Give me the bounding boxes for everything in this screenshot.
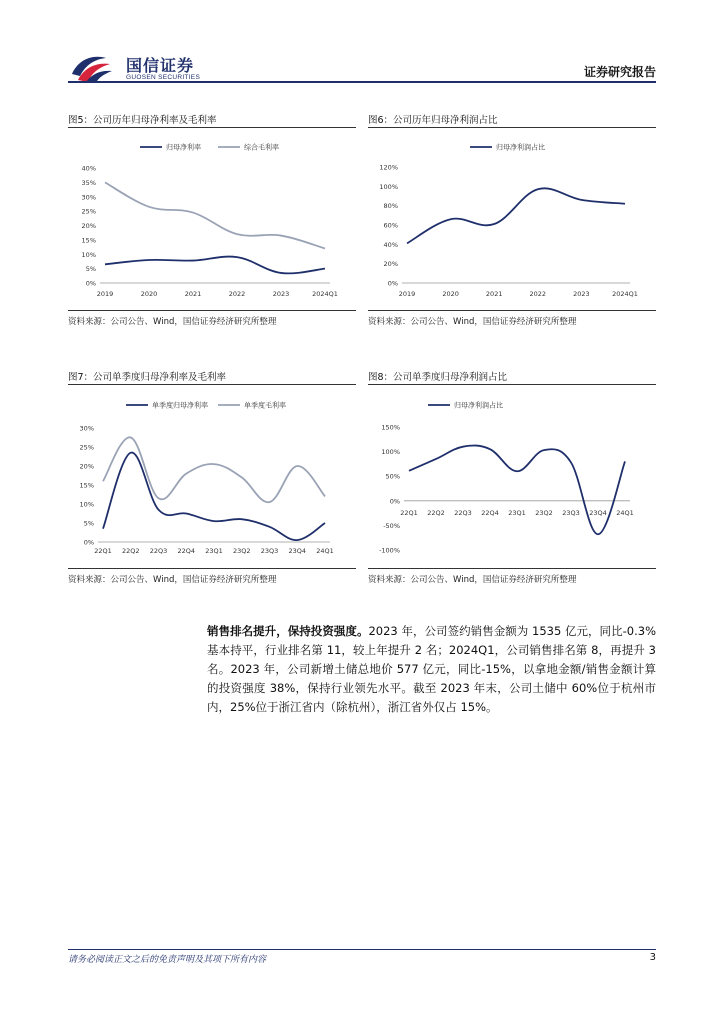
y-tick-label: 35% — [81, 178, 96, 187]
legend-label: 归母净利率 — [166, 143, 201, 152]
y-tick-label: 25% — [79, 443, 94, 452]
x-tick-label: 2024Q1 — [612, 290, 638, 298]
y-tick-label: 0% — [83, 538, 94, 547]
fig6-title: 图6：公司历年归母净利润占比 — [368, 115, 498, 126]
x-tick-label: 2022 — [529, 290, 547, 298]
y-tick-label: 40% — [383, 240, 398, 249]
x-tick-label: 23Q2 — [232, 547, 251, 555]
fig5-source: 资料来源：公司公告、Wind，国信证券经济研究所整理 — [68, 317, 277, 327]
fig8-bottom-rule — [368, 568, 656, 569]
legend-label: 综合毛利率 — [244, 143, 279, 152]
legend-label: 单季度归母净利率 — [152, 401, 208, 410]
y-tick-label: 120% — [379, 163, 398, 172]
y-tick-label: -50% — [383, 521, 400, 530]
x-tick-label: 2021 — [485, 290, 503, 298]
x-tick-label: 22Q2 — [121, 547, 140, 555]
x-tick-label: 2022 — [228, 290, 246, 298]
logo-en: GUOSEN SECURITIES — [126, 74, 201, 81]
x-tick-label: 22Q1 — [94, 547, 112, 555]
series-line-2 — [105, 182, 325, 248]
x-tick-label: 23Q2 — [535, 509, 553, 517]
fig8-top-rule — [368, 384, 656, 385]
legend-label: 单季度毛利率 — [244, 401, 286, 410]
x-tick-label: 23Q1 — [508, 509, 526, 517]
y-tick-label: 5% — [83, 519, 94, 528]
header-rule — [68, 81, 656, 83]
x-tick-label: 22Q1 — [400, 509, 418, 517]
fig8-title: 图8：公司单季度归母净利润占比 — [368, 372, 508, 383]
footer-rule — [68, 949, 656, 950]
fig7-bottom-rule — [68, 568, 356, 569]
y-tick-label: 60% — [383, 221, 398, 230]
fig6-bottom-rule — [368, 310, 656, 311]
fig5-top-rule — [68, 127, 356, 128]
y-tick-label: -100% — [379, 546, 400, 555]
body-lead: 销售排名提升，保持投资强度。 — [207, 624, 369, 638]
series-line-1 — [407, 188, 625, 243]
y-tick-label: 20% — [81, 222, 96, 230]
x-tick-label: 2020 — [442, 290, 459, 298]
y-tick-label: 20% — [383, 260, 398, 269]
y-tick-label: 20% — [79, 462, 94, 471]
fig5-title: 图5：公司历年归母净利率及毛利率 — [68, 115, 217, 126]
fig8-chart — [368, 387, 656, 565]
x-tick-label: 22Q3 — [454, 509, 472, 517]
x-tick-label: 2020 — [140, 290, 158, 298]
y-tick-label: 5% — [85, 265, 96, 274]
x-tick-label: 2019 — [398, 290, 416, 298]
x-tick-label: 2023 — [272, 290, 290, 298]
series-line-1 — [105, 257, 325, 274]
x-tick-label: 22Q4 — [177, 547, 196, 555]
fig5-bottom-rule — [68, 310, 356, 311]
x-tick-label: 2023 — [573, 290, 590, 298]
x-tick-label: 24Q1 — [616, 509, 634, 517]
guosen-logo-icon — [70, 50, 114, 84]
y-tick-label: 0% — [85, 279, 96, 288]
y-tick-label: 30% — [79, 424, 94, 433]
body-text: 2023 年，公司签约销售金额为 1535 亿元，同比-0.3%基本持平，行业排名第 11，较上年提升 2 名；2024Q1，公司销售排名第 8，再提升 3 名。2023 年，公司新增土储总地价 577 亿元，同比-15%，以拿地金额/销售金额计算的投资强度 38%，保持行业领先水平。截至 2023 年末，公司土储中 60%位于杭州市内，25%位于浙江省内（除杭州），浙江省外仅占 15%。 — [207, 624, 656, 714]
fig8-source: 资料来源：公司公告、Wind，国信证券经济研究所整理 — [368, 575, 577, 585]
series-line-1 — [409, 446, 625, 535]
footer-disclaimer: 请务必阅读正文之后的免责声明及其项下所有内容 — [68, 955, 267, 965]
x-tick-label: 23Q3 — [562, 509, 580, 517]
y-tick-label: 50% — [385, 472, 400, 481]
y-tick-label: 30% — [81, 193, 96, 202]
y-tick-label: 10% — [81, 250, 96, 259]
y-tick-label: 15% — [79, 481, 94, 490]
fig7-title: 图7：公司单季度归母净利率及毛利率 — [68, 372, 227, 383]
page-number: 3 — [649, 952, 656, 963]
x-tick-label: 23Q4 — [288, 547, 307, 555]
x-tick-label: 2024Q1 — [312, 290, 338, 298]
y-tick-label: 10% — [79, 500, 94, 509]
y-tick-label: 40% — [81, 164, 96, 173]
y-tick-label: 100% — [381, 448, 400, 457]
logo-cn: 国信证券 — [126, 56, 195, 75]
fig5-chart — [68, 130, 356, 308]
x-tick-label: 23Q1 — [205, 547, 223, 555]
fig6-top-rule — [368, 127, 656, 128]
fig7-top-rule — [68, 384, 356, 385]
legend-label: 归母净利润占比 — [496, 143, 545, 152]
series-line-2 — [103, 437, 325, 502]
y-tick-label: 0% — [387, 279, 398, 288]
y-tick-label: 150% — [381, 423, 400, 432]
y-tick-label: 0% — [389, 497, 400, 506]
x-tick-label: 24Q1 — [316, 547, 334, 555]
y-tick-label: 25% — [81, 207, 96, 216]
x-tick-label: 2019 — [96, 290, 114, 298]
x-tick-label: 22Q4 — [481, 509, 499, 517]
legend-label: 归母净利润占比 — [454, 401, 503, 410]
x-tick-label: 23Q4 — [589, 509, 607, 517]
x-tick-label: 23Q3 — [260, 547, 279, 555]
report-type: 证券研究报告 — [583, 65, 656, 79]
x-tick-label: 2021 — [184, 290, 202, 298]
series-line-1 — [103, 453, 325, 541]
x-tick-label: 22Q2 — [427, 509, 445, 517]
y-tick-label: 15% — [81, 236, 96, 245]
y-tick-label: 100% — [379, 182, 398, 191]
body-paragraph — [207, 622, 656, 717]
fig6-source: 资料来源：公司公告、Wind，国信证券经济研究所整理 — [368, 317, 577, 327]
fig7-chart — [68, 387, 356, 565]
fig6-chart — [368, 130, 656, 308]
fig7-source: 资料来源：公司公告、Wind，国信证券经济研究所整理 — [68, 575, 277, 585]
x-tick-label: 22Q3 — [149, 547, 168, 555]
y-tick-label: 80% — [383, 202, 398, 211]
